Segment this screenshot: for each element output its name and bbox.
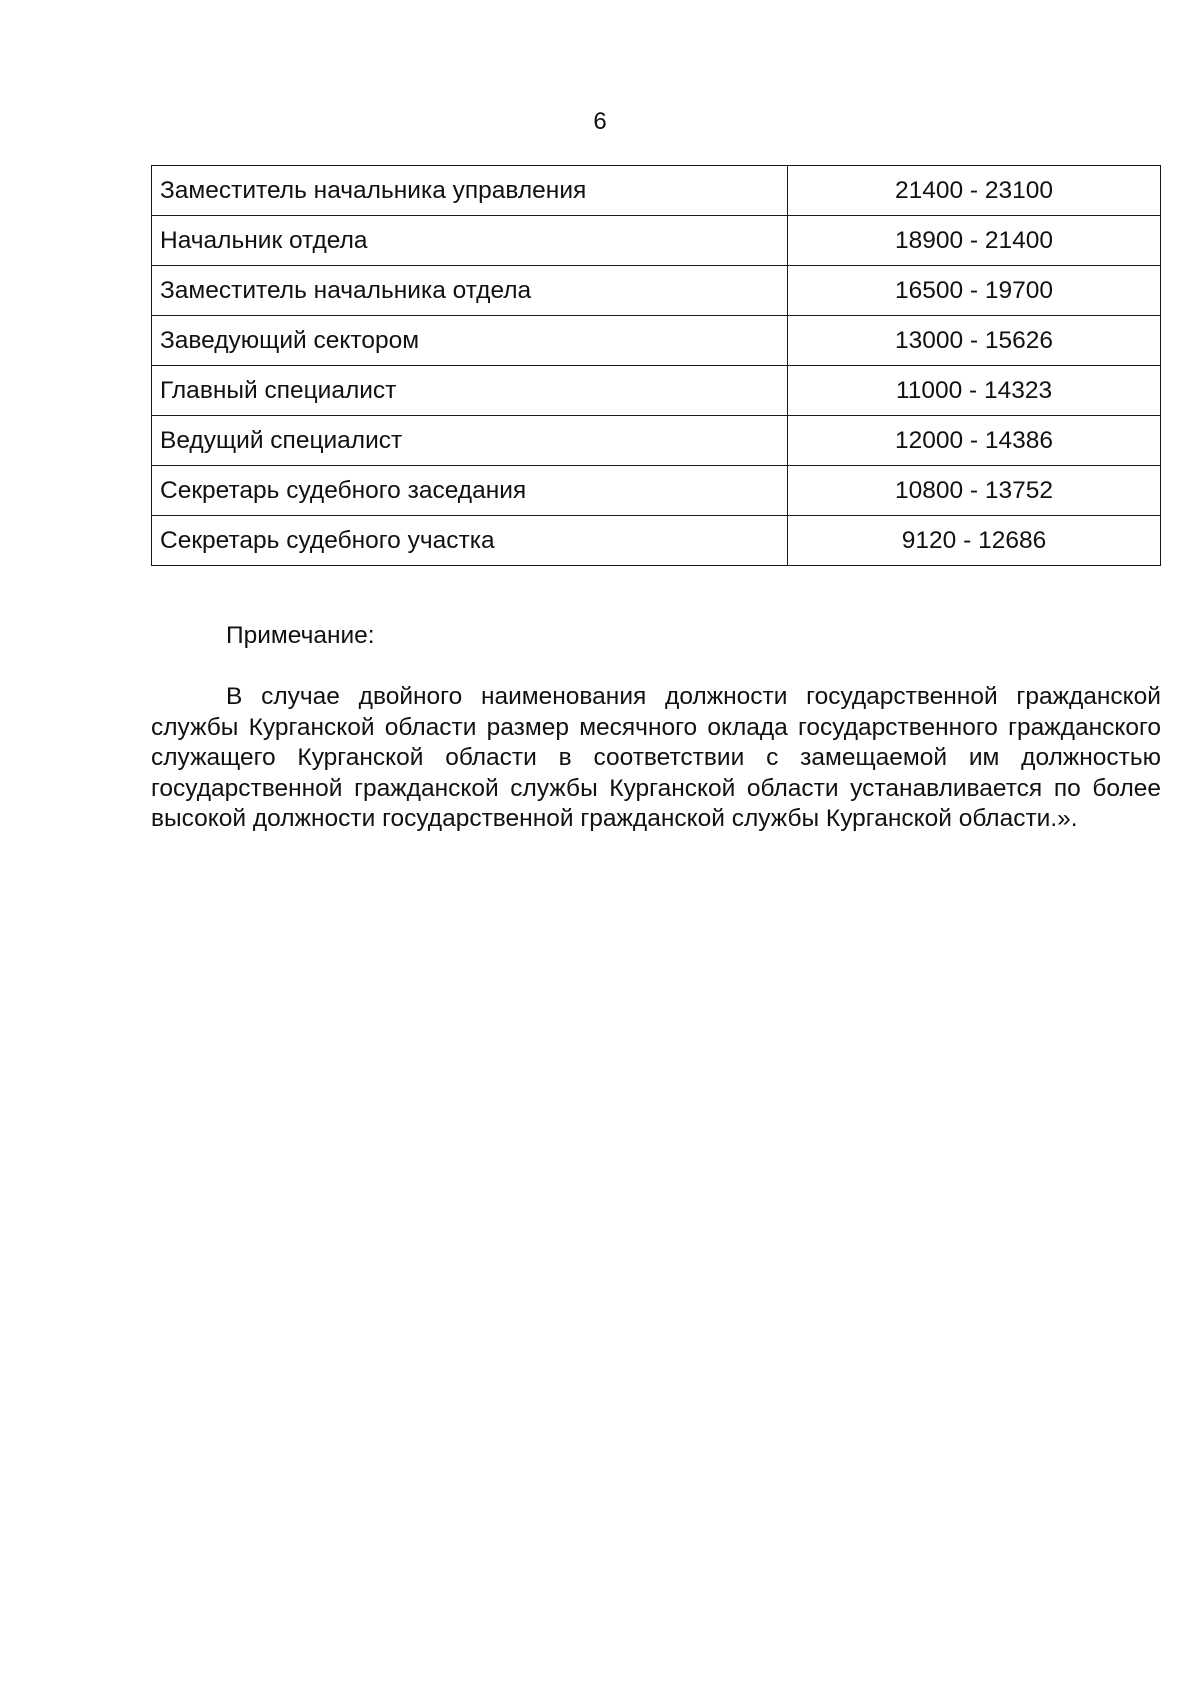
table-row <box>152 216 1161 266</box>
salary-table <box>151 165 1161 566</box>
position-cell: Ведущий специалист <box>152 416 788 466</box>
table-row <box>152 166 1161 216</box>
position-cell: Заведующий сектором <box>152 316 788 366</box>
salary-range-cell: 11000 - 14323 <box>788 366 1161 416</box>
table-row <box>152 316 1161 366</box>
table-row <box>152 466 1161 516</box>
position-cell: Заместитель начальника отдела <box>152 266 788 316</box>
note-title: Примечание: <box>226 622 375 649</box>
salary-range-cell: 16500 - 19700 <box>788 266 1161 316</box>
page-number: 6 <box>593 108 607 135</box>
salary-range-cell: 10800 - 13752 <box>788 466 1161 516</box>
salary-range-cell: 21400 - 23100 <box>788 166 1161 216</box>
table-row <box>152 516 1161 566</box>
note-paragraph: В случае двойного наименования должности государственной гражданской службы Курганской области размер месячного оклада государственного гражданского служащего Курганской области в соответствии с замещаемой им должностью государственной гражданской службы Курганской области устанавливается по более высокой должности государственной гражданской службы Курганской области.». <box>151 683 1161 832</box>
table-row <box>152 416 1161 466</box>
table-row <box>152 266 1161 316</box>
position-cell: Главный специалист <box>152 366 788 416</box>
salary-range-cell: 13000 - 15626 <box>788 316 1161 366</box>
table-row <box>152 366 1161 416</box>
salary-range-cell: 18900 - 21400 <box>788 216 1161 266</box>
position-cell: Начальник отдела <box>152 216 788 266</box>
position-cell: Заместитель начальника управления <box>152 166 788 216</box>
salary-range-cell: 9120 - 12686 <box>788 516 1161 566</box>
position-cell: Секретарь судебного участка <box>152 516 788 566</box>
salary-range-cell: 12000 - 14386 <box>788 416 1161 466</box>
position-cell: Секретарь судебного заседания <box>152 466 788 516</box>
